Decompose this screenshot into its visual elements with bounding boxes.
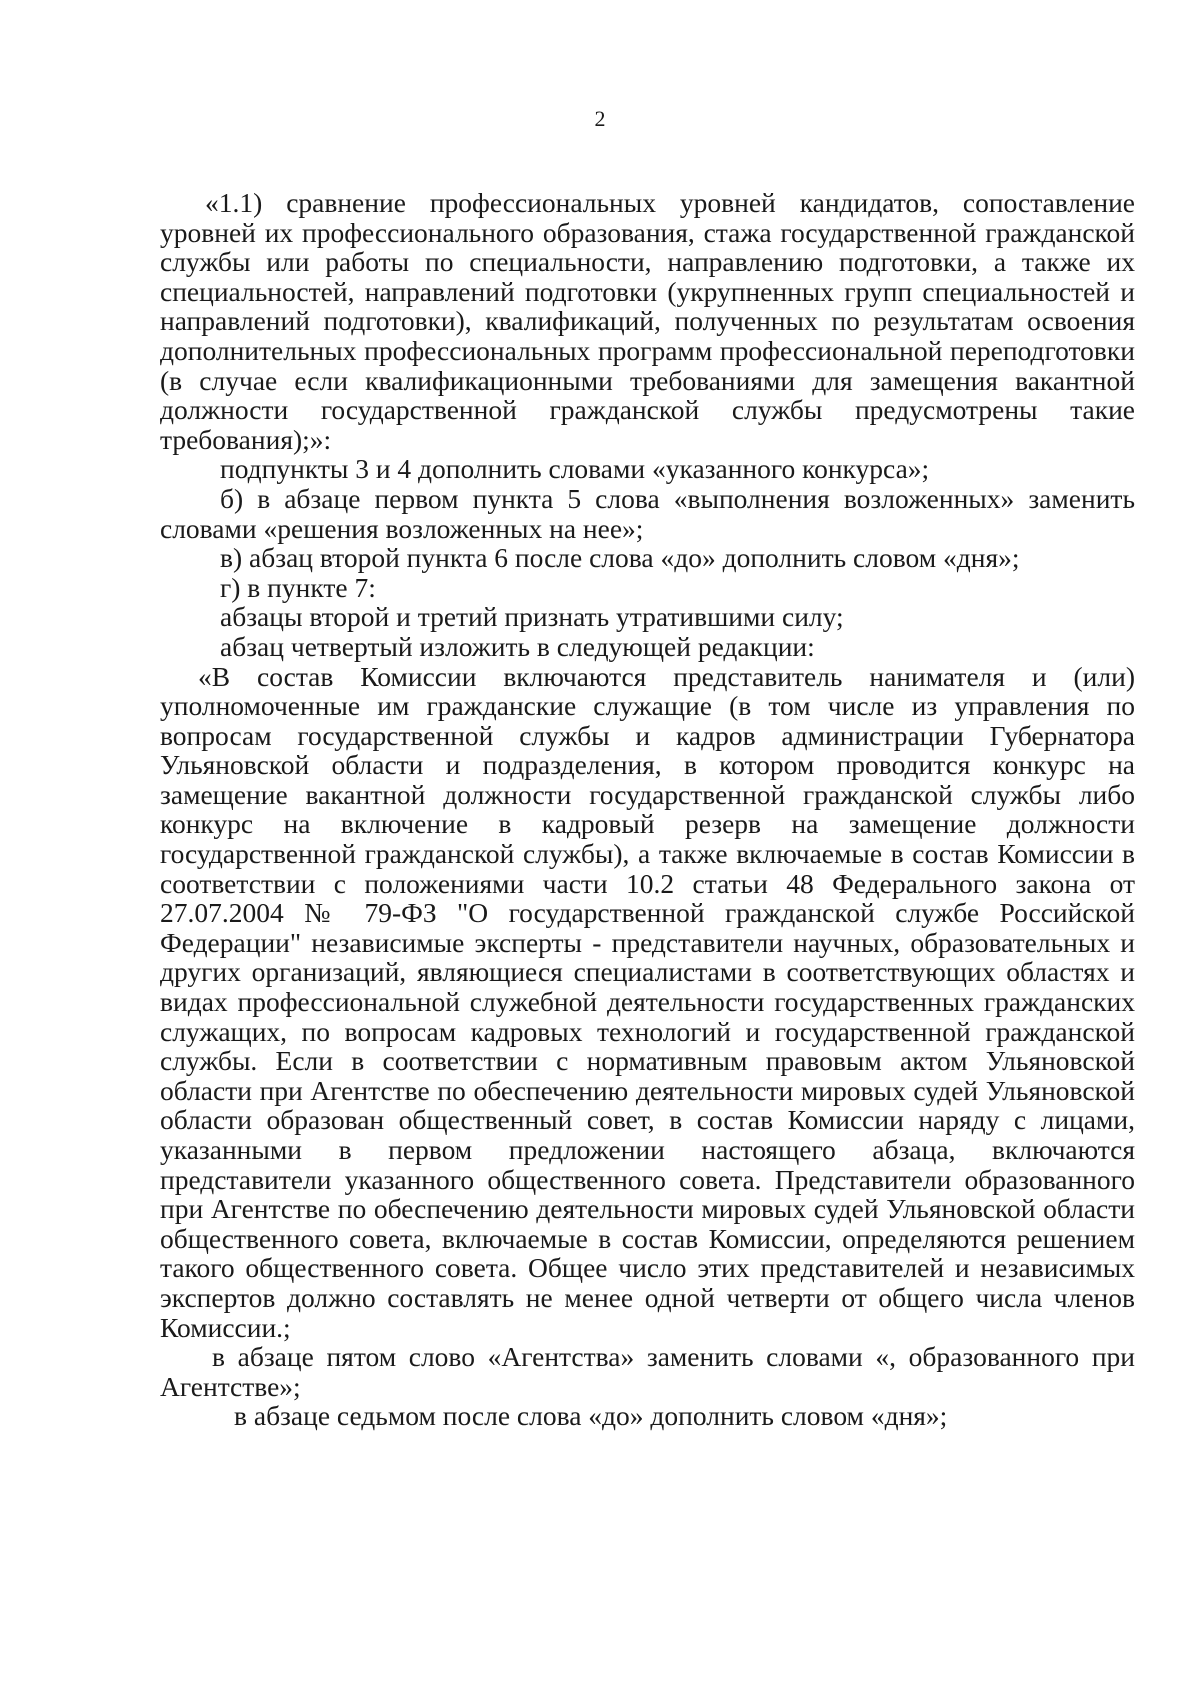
- text-line: службы. Если в соответствии с нормативным правовым актом Ульяновской: [160, 1045, 1135, 1077]
- text-line: Федерации" независимые эксперты - представители научных, образовательных и: [160, 926, 1135, 958]
- text-line: представители указанного общественного совета. Представители образованного: [160, 1163, 1135, 1195]
- text-line: вопросам государственной службы и кадров администрации Губернатора: [160, 719, 1135, 751]
- text-line: (в случае если квалификационными требованиями для замещения вакантной: [160, 364, 1135, 396]
- text-line: словами «решения возложенных на нее»;: [160, 512, 644, 544]
- paragraph-v: [160, 543, 1135, 573]
- text-line: общественного совета, включаемые в состав Комиссии, определяются решением: [160, 1222, 1135, 1254]
- text-line: требования);»:: [160, 423, 332, 455]
- text-line: должности государственной гражданской службы предусмотрены такие: [160, 394, 1135, 426]
- paragraph-b: [160, 484, 1135, 543]
- text-line: уровней их профессионального образования, стажа государственной гражданской: [160, 216, 1135, 248]
- text-line: Комиссии.;: [160, 1311, 291, 1343]
- document-body: [160, 188, 1135, 1431]
- paragraph-commission: [160, 662, 1135, 1343]
- paragraph-repeal: [160, 602, 1135, 632]
- text-line: экспертов должно составлять не менее одной четверти от общего числа членов: [160, 1281, 1135, 1313]
- text-line: Агентстве»;: [160, 1370, 301, 1402]
- text-line: службы или работы по специальности, направлению подготовки, а также их: [160, 246, 1135, 278]
- text-line: области образован общественный совет, в состав Комиссии наряду с лицами,: [160, 1104, 1135, 1136]
- text-line: г) в пункте 7:: [220, 571, 376, 603]
- text-line: «1.1) сравнение профессиональных уровней кандидатов, сопоставление: [205, 187, 1135, 218]
- text-line: 27.07.2004 № 79-ФЗ "О государственной гражданской службе Российской: [160, 897, 1135, 929]
- text-line: абзац четвертый изложить в следующей редакции:: [220, 630, 815, 662]
- paragraph-fourth: [160, 632, 1135, 662]
- text-line: видах профессиональной служебной деятельности государственных гражданских: [160, 986, 1135, 1018]
- text-line: в) абзац второй пункта 6 после слова «до» дополнить словом «дня»;: [220, 542, 1020, 574]
- paragraph-item-1-1: [160, 188, 1135, 454]
- text-line: Ульяновской области и подразделения, в котором проводится конкурс на: [160, 749, 1135, 781]
- text-line: дополнительных профессиональных программ профессиональной переподготовки: [160, 334, 1135, 366]
- text-line: других организаций, являющиеся специалистами в соответствующих областях и: [160, 956, 1135, 988]
- text-line: служащих, по вопросам кадровых технологий и государственной гражданской: [160, 1015, 1135, 1047]
- paragraph-fifth: [160, 1342, 1135, 1401]
- text-line: такого общественного совета. Общее число этих представителей и независимых: [160, 1252, 1135, 1284]
- text-line: «В состав Комиссии включаются представитель нанимателя и (или): [198, 660, 1135, 692]
- text-line: специальностей, направлений подготовки (укрупненных групп специальностей и: [160, 275, 1135, 307]
- text-line: замещение вакантной должности государственной гражданской службы либо: [160, 778, 1135, 810]
- text-line: в абзаце пятом слово «Агентства» заменить словами «, образованного при: [212, 1341, 1135, 1373]
- text-line: абзацы второй и третий признать утратившими силу;: [220, 601, 844, 633]
- text-line: указанными в первом предложении настоящего абзаца, включаются: [160, 1134, 1135, 1165]
- paragraph-g: [160, 573, 1135, 603]
- text-line: б) в абзаце первом пункта 5 слова «выполнения возложенных» заменить: [220, 482, 1135, 514]
- text-line: при Агентстве по обеспечению деятельности мировых судей Ульяновской области: [160, 1193, 1135, 1225]
- page-number: 2: [594, 106, 606, 131]
- paragraph-seventh: [160, 1401, 1135, 1431]
- text-line: области при Агентстве по обеспечению деятельности мировых судей Ульяновской: [160, 1074, 1135, 1106]
- text-line: соответствии с положениями части 10.2 статьи 48 Федерального закона от: [160, 867, 1135, 899]
- text-line: направлений подготовки), квалификаций, полученных по результатам освоения: [160, 305, 1135, 337]
- paragraph-subpoints: [160, 454, 1135, 484]
- text-line: уполномоченные им гражданские служащие (в том числе из управления по: [160, 690, 1135, 722]
- text-line: конкурс на включение в кадровый резерв на замещение должности: [160, 808, 1135, 840]
- text-line: подпункты 3 и 4 дополнить словами «указанного конкурса»;: [220, 453, 930, 485]
- text-line: государственной гражданской службы), а также включаемые в состав Комиссии в: [160, 838, 1135, 870]
- text-line: в абзаце седьмом после слова «до» дополнить словом «дня»;: [234, 1400, 948, 1432]
